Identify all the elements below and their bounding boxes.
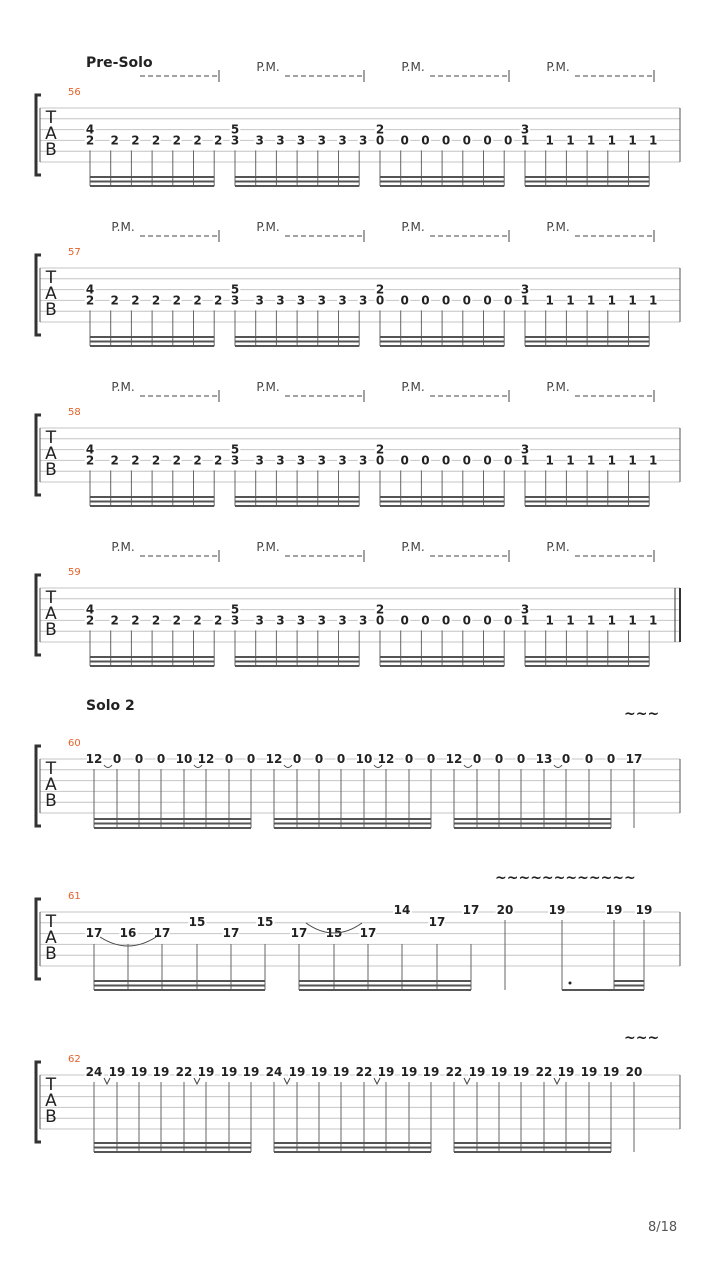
fret-number: 17: [462, 903, 480, 917]
fret-number: 0: [404, 752, 414, 766]
fret-number: 1: [607, 453, 616, 468]
fret-number: 2: [375, 442, 385, 457]
fret-number: 19: [242, 1065, 260, 1079]
fret-number: 2: [131, 293, 140, 308]
fret-number: 1: [566, 453, 575, 468]
fret-number: 2: [214, 453, 223, 468]
vibrato-mark: ~~~~~~~~~~~~: [495, 870, 636, 886]
fret-number: 0: [426, 752, 436, 766]
fret-number: 0: [421, 133, 430, 148]
fret-number: 2: [110, 613, 119, 628]
palm-mute-label: P.M.: [546, 220, 570, 234]
fret-number: 19: [220, 1065, 238, 1079]
fret-number: 19: [605, 903, 623, 917]
tab-clef-letter: T: [45, 108, 57, 128]
fret-number: 0: [246, 752, 256, 766]
fret-number: 4: [85, 442, 95, 457]
fret-number: 2: [375, 602, 385, 617]
fret-number: 0: [483, 133, 492, 148]
fret-number: 13: [535, 752, 553, 766]
fret-number: 12: [85, 752, 103, 766]
tab-clef-letter: A: [45, 284, 57, 304]
fret-number: 19: [400, 1065, 418, 1079]
fret-number: 3: [255, 453, 264, 468]
fret-number: 3: [276, 133, 285, 148]
fret-number: 3: [230, 453, 240, 468]
fret-number: 2: [85, 453, 95, 468]
fret-number: 0: [375, 293, 385, 308]
fret-number: 1: [586, 293, 596, 308]
fret-number: 0: [483, 293, 492, 308]
fret-number: 0: [462, 453, 471, 468]
tab-clef-letter: A: [45, 124, 57, 144]
measure-number: 57: [68, 247, 81, 258]
fret-number: 3: [230, 133, 240, 148]
fret-number: 14: [393, 903, 411, 917]
tab-clef-letter: T: [45, 1075, 57, 1095]
fret-number: 1: [586, 613, 596, 628]
fret-number: 2: [193, 453, 202, 468]
fret-number: 3: [255, 133, 264, 148]
fret-number: 0: [504, 293, 513, 308]
tab-clef-letter: B: [45, 620, 57, 640]
fret-number: 3: [276, 453, 285, 468]
fret-number: 17: [153, 926, 171, 940]
fret-number: 0: [400, 133, 409, 148]
fret-number: 0: [472, 752, 482, 766]
fret-number: 3: [276, 613, 285, 628]
fret-number: 1: [607, 613, 616, 628]
fret-number: 2: [131, 453, 140, 468]
fret-number: 1: [628, 453, 637, 468]
fret-number: 4: [85, 282, 95, 297]
fret-number: 0: [584, 752, 594, 766]
fret-number: 3: [296, 453, 306, 468]
fret-number: 2: [193, 613, 202, 628]
fret-number: 12: [445, 752, 463, 766]
fret-number: 22: [355, 1065, 373, 1079]
fret-number: 3: [317, 293, 326, 308]
fret-number: 3: [255, 613, 264, 628]
fret-number: 0: [441, 293, 451, 308]
bend-mark: [464, 1078, 470, 1084]
fret-number: 1: [520, 613, 530, 628]
fret-number: 19: [635, 903, 653, 917]
tab-clef-letter: A: [45, 1091, 57, 1111]
tab-clef-letter: B: [45, 300, 57, 320]
fret-number: 3: [230, 293, 240, 308]
fret-number: 2: [375, 282, 385, 297]
fret-number: 3: [359, 613, 368, 628]
fret-number: 17: [290, 926, 308, 940]
measure-number: 59: [68, 567, 81, 578]
fret-number: 22: [175, 1065, 193, 1079]
fret-number: 1: [545, 293, 554, 308]
fret-number: 15: [325, 926, 343, 940]
palm-mute-label: P.M.: [256, 380, 280, 394]
palm-mute-label: P.M.: [111, 540, 135, 554]
palm-mute-label: P.M.: [111, 220, 135, 234]
fret-number: 19: [422, 1065, 440, 1079]
page-number: 8/18: [648, 1220, 678, 1235]
fret-number: 0: [292, 752, 302, 766]
fret-number: 24: [265, 1065, 283, 1079]
fret-number: 0: [375, 613, 385, 628]
fret-number: 17: [85, 926, 103, 940]
fret-number: 12: [197, 752, 215, 766]
fret-number: 2: [172, 613, 181, 628]
fret-number: 2: [131, 133, 140, 148]
vibrato-mark: ~~~: [624, 706, 660, 722]
fret-number: 19: [152, 1065, 170, 1079]
fret-number: 3: [520, 282, 530, 297]
fret-number: 22: [445, 1065, 463, 1079]
fret-number: 10: [175, 752, 193, 766]
fret-number: 2: [151, 133, 161, 148]
fret-number: 0: [134, 752, 144, 766]
fret-number: 19: [108, 1065, 126, 1079]
fret-number: 3: [230, 613, 240, 628]
fret-number: 3: [276, 293, 285, 308]
fret-number: 19: [468, 1065, 486, 1079]
fret-number: 1: [649, 133, 658, 148]
fret-number: 19: [377, 1065, 395, 1079]
tab-clef-letter: B: [45, 460, 57, 480]
palm-mute-label: P.M.: [111, 380, 135, 394]
fret-number: 0: [504, 613, 513, 628]
fret-number: 5: [230, 442, 240, 457]
fret-number: 19: [557, 1065, 575, 1079]
fret-number: 1: [520, 453, 530, 468]
fret-number: 3: [338, 133, 347, 148]
fret-number: 0: [441, 453, 451, 468]
palm-mute-label: P.M.: [256, 220, 280, 234]
palm-mute-label: P.M.: [256, 540, 280, 554]
fret-number: 1: [566, 133, 575, 148]
section-label-pre-solo: Pre-Solo: [86, 55, 153, 71]
fret-number: 17: [222, 926, 240, 940]
fret-number: 2: [214, 293, 223, 308]
fret-number: 2: [110, 453, 119, 468]
fret-number: 4: [85, 122, 95, 137]
palm-mute-label: P.M.: [546, 380, 570, 394]
fret-number: 2: [151, 613, 161, 628]
fret-number: 1: [545, 453, 554, 468]
fret-number: 1: [607, 133, 616, 148]
measure-number: 58: [68, 407, 81, 418]
fret-number: 5: [230, 602, 240, 617]
hammer-on-mark: [104, 765, 112, 768]
fret-number: 19: [130, 1065, 148, 1079]
fret-number: 1: [607, 293, 616, 308]
tab-clef-letter: T: [45, 912, 57, 932]
tab-clef-letter: T: [45, 268, 57, 288]
fret-number: 2: [193, 293, 202, 308]
fret-number: 0: [606, 752, 616, 766]
fret-number: 0: [462, 613, 471, 628]
fret-number: 1: [649, 613, 658, 628]
palm-mute-label: P.M.: [256, 60, 280, 74]
measure-number: 60: [68, 738, 81, 749]
fret-number: 0: [375, 453, 385, 468]
fret-number: 0: [400, 293, 409, 308]
fret-number: 17: [625, 752, 643, 766]
hammer-on-mark: [284, 765, 292, 768]
tab-clef-letter: B: [45, 140, 57, 160]
fret-number: 1: [649, 293, 658, 308]
fret-number: 2: [214, 133, 223, 148]
fret-number: 17: [359, 926, 377, 940]
fret-number: 0: [375, 133, 385, 148]
fret-number: 15: [188, 915, 206, 929]
fret-number: 22: [535, 1065, 553, 1079]
fret-number: 3: [520, 602, 530, 617]
fret-number: 10: [355, 752, 373, 766]
fret-number: 2: [85, 613, 95, 628]
fret-number: 1: [586, 133, 596, 148]
fret-number: 19: [288, 1065, 306, 1079]
tab-clef-letter: T: [45, 428, 57, 448]
fret-number: 0: [421, 613, 430, 628]
tab-clef-letter: A: [45, 444, 57, 464]
fret-number: 0: [400, 613, 409, 628]
fret-number: 0: [504, 133, 513, 148]
fret-number: 19: [197, 1065, 215, 1079]
fret-number: 0: [421, 293, 430, 308]
fret-number: 0: [494, 752, 504, 766]
fret-number: 3: [520, 122, 530, 137]
fret-number: 2: [110, 133, 119, 148]
fret-number: 2: [214, 613, 223, 628]
fret-number: 24: [85, 1065, 103, 1079]
section-label-solo-2: Solo 2: [86, 698, 135, 714]
fret-number: 2: [85, 133, 95, 148]
fret-number: 0: [462, 293, 471, 308]
fret-number: 3: [359, 293, 368, 308]
fret-number: 20: [496, 903, 514, 917]
tab-clef-letter: B: [45, 944, 57, 964]
fret-number: 3: [520, 442, 530, 457]
measure-number: 56: [68, 87, 81, 98]
tab-clef-letter: B: [45, 1107, 57, 1127]
fret-number: 0: [441, 613, 451, 628]
fret-number: 1: [545, 133, 554, 148]
bend-mark: [104, 1078, 110, 1084]
fret-number: 20: [625, 1065, 643, 1079]
fret-number: 0: [441, 133, 451, 148]
palm-mute-label: P.M.: [401, 220, 425, 234]
fret-number: 4: [85, 602, 95, 617]
measure-number: 61: [68, 891, 81, 902]
fret-number: 3: [338, 613, 347, 628]
fret-number: 0: [561, 752, 571, 766]
fret-number: 0: [156, 752, 166, 766]
fret-number: 19: [310, 1065, 328, 1079]
fret-number: 15: [256, 915, 274, 929]
palm-mute-label: P.M.: [546, 60, 570, 74]
tab-clef-letter: B: [45, 791, 57, 811]
fret-number: 3: [359, 133, 368, 148]
fret-number: 1: [566, 613, 575, 628]
fret-number: 2: [110, 293, 119, 308]
fret-number: 2: [151, 293, 161, 308]
fret-number: 2: [131, 613, 140, 628]
palm-mute-label: P.M.: [401, 60, 425, 74]
tab-clef-letter: A: [45, 604, 57, 624]
vibrato-mark: ~~~: [624, 1030, 660, 1046]
fret-number: 19: [580, 1065, 598, 1079]
fret-number: 3: [296, 613, 306, 628]
fret-number: 19: [512, 1065, 530, 1079]
fret-number: 3: [338, 293, 347, 308]
palm-mute-label: P.M.: [401, 380, 425, 394]
palm-mute-label: P.M.: [546, 540, 570, 554]
fret-number: 2: [172, 453, 181, 468]
measure-number: 62: [68, 1054, 81, 1065]
fret-number: 5: [230, 122, 240, 137]
dotted-note: [569, 982, 572, 985]
fret-number: 2: [151, 453, 161, 468]
fret-number: 3: [317, 133, 326, 148]
fret-number: 1: [628, 293, 637, 308]
palm-mute-label: P.M.: [401, 540, 425, 554]
fret-number: 1: [520, 293, 530, 308]
fret-number: 2: [85, 293, 95, 308]
tab-clef-letter: A: [45, 928, 57, 948]
fret-number: 17: [428, 915, 446, 929]
fret-number: 12: [377, 752, 395, 766]
fret-number: 16: [119, 926, 137, 940]
fret-number: 0: [336, 752, 346, 766]
tab-clef-letter: T: [45, 759, 57, 779]
fret-number: 2: [375, 122, 385, 137]
hammer-on-mark: [554, 765, 562, 768]
fret-number: 1: [586, 453, 596, 468]
fret-number: 2: [193, 133, 202, 148]
fret-number: 1: [649, 453, 658, 468]
fret-number: 3: [317, 453, 326, 468]
fret-number: 1: [628, 613, 637, 628]
fret-number: 0: [224, 752, 234, 766]
hammer-on-mark: [464, 765, 472, 768]
fret-number: 3: [359, 453, 368, 468]
fret-number: 3: [296, 133, 306, 148]
fret-number: 0: [314, 752, 324, 766]
bend-mark: [284, 1078, 290, 1084]
fret-number: 12: [265, 752, 283, 766]
fret-number: 0: [462, 133, 471, 148]
fret-number: 1: [566, 293, 575, 308]
fret-number: 2: [172, 133, 181, 148]
fret-number: 0: [483, 613, 492, 628]
tab-clef-letter: T: [45, 588, 57, 608]
fret-number: 0: [112, 752, 122, 766]
fret-number: 3: [255, 293, 264, 308]
fret-number: 5: [230, 282, 240, 297]
fret-number: 0: [483, 453, 492, 468]
fret-number: 2: [172, 293, 181, 308]
fret-number: 0: [516, 752, 526, 766]
fret-number: 3: [338, 453, 347, 468]
fret-number: 0: [400, 453, 409, 468]
fret-number: 1: [520, 133, 530, 148]
tab-clef-letter: A: [45, 775, 57, 795]
fret-number: 3: [317, 613, 326, 628]
fret-number: 1: [545, 613, 554, 628]
fret-number: 3: [296, 293, 306, 308]
fret-number: 19: [602, 1065, 620, 1079]
fret-number: 0: [421, 453, 430, 468]
fret-number: 19: [490, 1065, 508, 1079]
fret-number: 19: [332, 1065, 350, 1079]
fret-number: 0: [504, 453, 513, 468]
fret-number: 1: [628, 133, 637, 148]
fret-number: 19: [548, 903, 566, 917]
